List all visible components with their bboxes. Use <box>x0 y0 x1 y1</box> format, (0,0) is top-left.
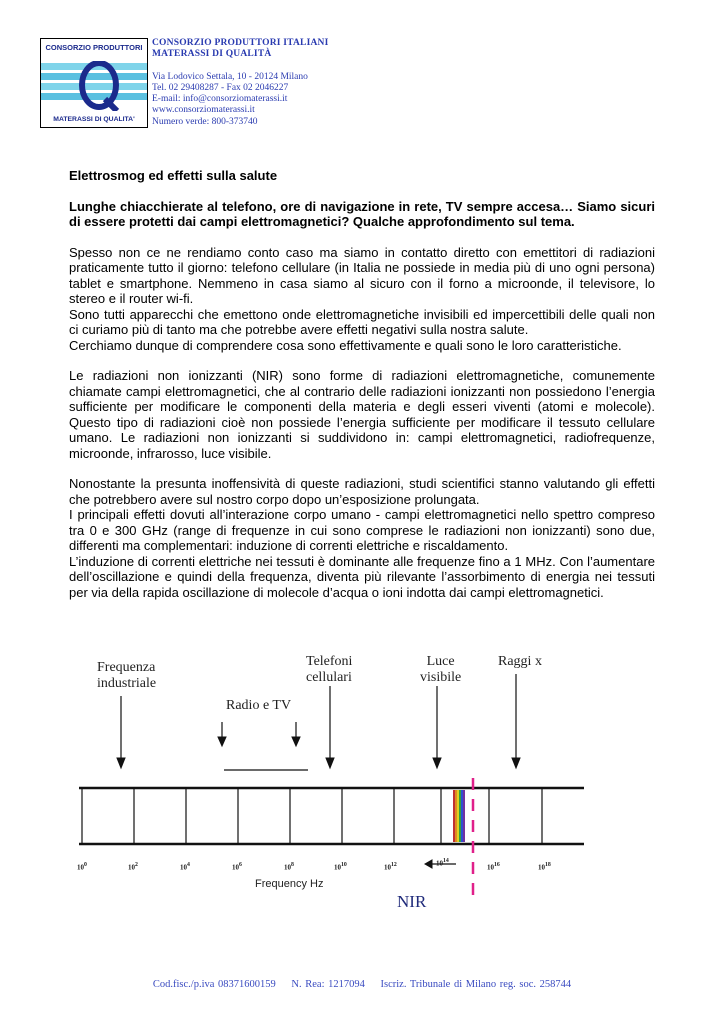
axis-label-frequency: Frequency Hz <box>255 878 324 890</box>
tick-label-0: $10^0$ <box>77 862 87 872</box>
company-name-line1: CONSORZIO PRODUTTORI ITALIANI <box>152 38 329 48</box>
label-radio-tv: Radio e TV <box>226 698 292 713</box>
company-email[interactable]: E-mail: info@consorziomaterassi.it <box>152 94 288 105</box>
tick-label-2: $10^2$ <box>128 862 138 872</box>
arrow-nir-left-head <box>425 860 432 868</box>
label-industrial-frequency: Frequenza industriale <box>97 660 157 691</box>
footer-rea: N. Rea: 1217094 <box>291 979 365 990</box>
label-nir: NIR <box>397 892 427 911</box>
arrow-radio-left-head <box>218 737 226 746</box>
visible-light-band <box>453 790 465 842</box>
paragraph-2: Sono tutti apparecchi che emettono onde elettromagnetiche invisibili ed impercettibili delle quali non ci curiamo più di tanto ma che potrebbe avere effetti negativi sulla nostra salute. <box>69 306 655 337</box>
arrow-light-head <box>433 758 441 768</box>
arrow-industrial-head <box>117 758 125 768</box>
footer <box>0 979 724 990</box>
company-name-line2: MATERASSI DI QUALITÀ <box>152 49 272 60</box>
company-phone: Tel. 02 29408287 - Fax 02 2046227 <box>152 82 289 93</box>
company-address: Via Lodovico Settala, 10 - 20124 Milano <box>152 71 308 82</box>
label-visible-light: Luce visibile <box>420 654 462 685</box>
tick-label-4: $10^4$ <box>180 862 190 872</box>
tick-label-8: $10^8$ <box>284 862 294 872</box>
paragraph-7: L’induzione di correnti elettriche nei tessuti è dominante alle frequenze fino a 1 MHz. Con l’aumentare dell’oscillazione e quindi della frequenza, diventa più rilevante l’assorbimento di energia nei tessuti per via della rapida oscillazione di molecole d’acqua o ioni indotta dai campi elettromagnetici. <box>69 553 655 600</box>
arrow-xray-head <box>512 758 520 768</box>
paragraph-5: Nonostante la presunta inoffensività di queste radiazioni, studi scientifici stanno valutando gli effetti che potrebbero avere sul nostro corpo dopo un’esposizione prolungata. <box>69 476 655 507</box>
footer-tax-id: Cod.fisc./p.iva 08371600159 <box>152 979 276 990</box>
tick-label-14: $10^{14}$ <box>436 858 449 868</box>
company-website[interactable]: www.consorziomaterassi.it <box>152 105 255 116</box>
footer-registry: Iscriz. Tribunale di Milano reg. soc. 258744 <box>380 979 572 990</box>
paragraph-6: I principali effetti dovuti all’interazione corpo umano - campi elettromagnetici nello spettro compreso tra 0 e 300 GHz (range di frequenze in cui sono comprese le radiazioni non ionizzanti) sono due, differenti ma complementari: induzione di correnti elettriche e riscaldamento. <box>69 507 655 553</box>
frequency-spectrum-figure <box>64 640 604 920</box>
article <box>69 168 655 600</box>
article-title: Elettrosmog ed effetti sulla salute <box>69 168 278 183</box>
logo-top-text: CONSORZIO PRODUTTORI <box>45 43 143 52</box>
paragraph-4: Le radiazioni non ionizzanti (NIR) sono forme di radiazioni elettromagnetiche, comunemente chiamate campi elettromagnetici, che al contrario delle radiazioni ionizzanti non possiedono l’energia sufficiente per modificare le componenti della materia e degli esseri viventi (atomi e molecole). Questo tipo di radiazioni cioè non possiede l’energia sufficiente per modificare il tessuto cellulare umano. Le radiazioni non ionizzanti si suddividono in: campi elettromagnetici, radiofrequenze, microonde, infrarosso, luce visibile. <box>69 368 655 461</box>
tick-label-16: $10^{16}$ <box>487 862 500 872</box>
paragraph-1: Spesso non ce ne rendiamo conto caso ma siamo in contatto diretto con emettitori di radiazioni praticamente tutto il giorno: telefono cellulare (in Italia ne possiede in media più di uno ogni persona) tablet e smartphone. Nemmeno in casa siamo al sicuro con il forno a microonde, il televisore, lo stereo e il router wi-fi. <box>69 244 655 306</box>
article-lead: Lunghe chiacchierate al telefono, ore di navigazione in rete, TV sempre accesa… Siamo sicuri di essere protetti dai campi elettromagnetici? Qualche approfondimento sul tema. <box>69 198 655 229</box>
tick-label-10: $10^{10}$ <box>334 862 347 872</box>
logo-bottom-text: MATERASSI DI QUALITA' <box>53 116 135 123</box>
label-xrays: Raggi x <box>498 654 542 669</box>
tick-label-6: $10^6$ <box>232 862 242 872</box>
tick-label-12: $10^{12}$ <box>384 862 397 872</box>
company-info <box>152 38 328 128</box>
paragraph-3: Cerchiamo dunque di comprendere cosa sono effettivamente e quali sono le loro caratteristiche. <box>69 337 622 353</box>
label-mobile-phones: Telefoni cellulari <box>306 654 353 685</box>
company-toll-free: Numero verde: 800-373740 <box>152 116 258 127</box>
arrow-phones-head <box>326 758 334 768</box>
logo-waves-icon <box>41 61 147 111</box>
arrow-radio-right-head <box>292 737 300 746</box>
company-logo <box>40 38 148 128</box>
tick-label-18: $10^{18}$ <box>538 862 551 872</box>
